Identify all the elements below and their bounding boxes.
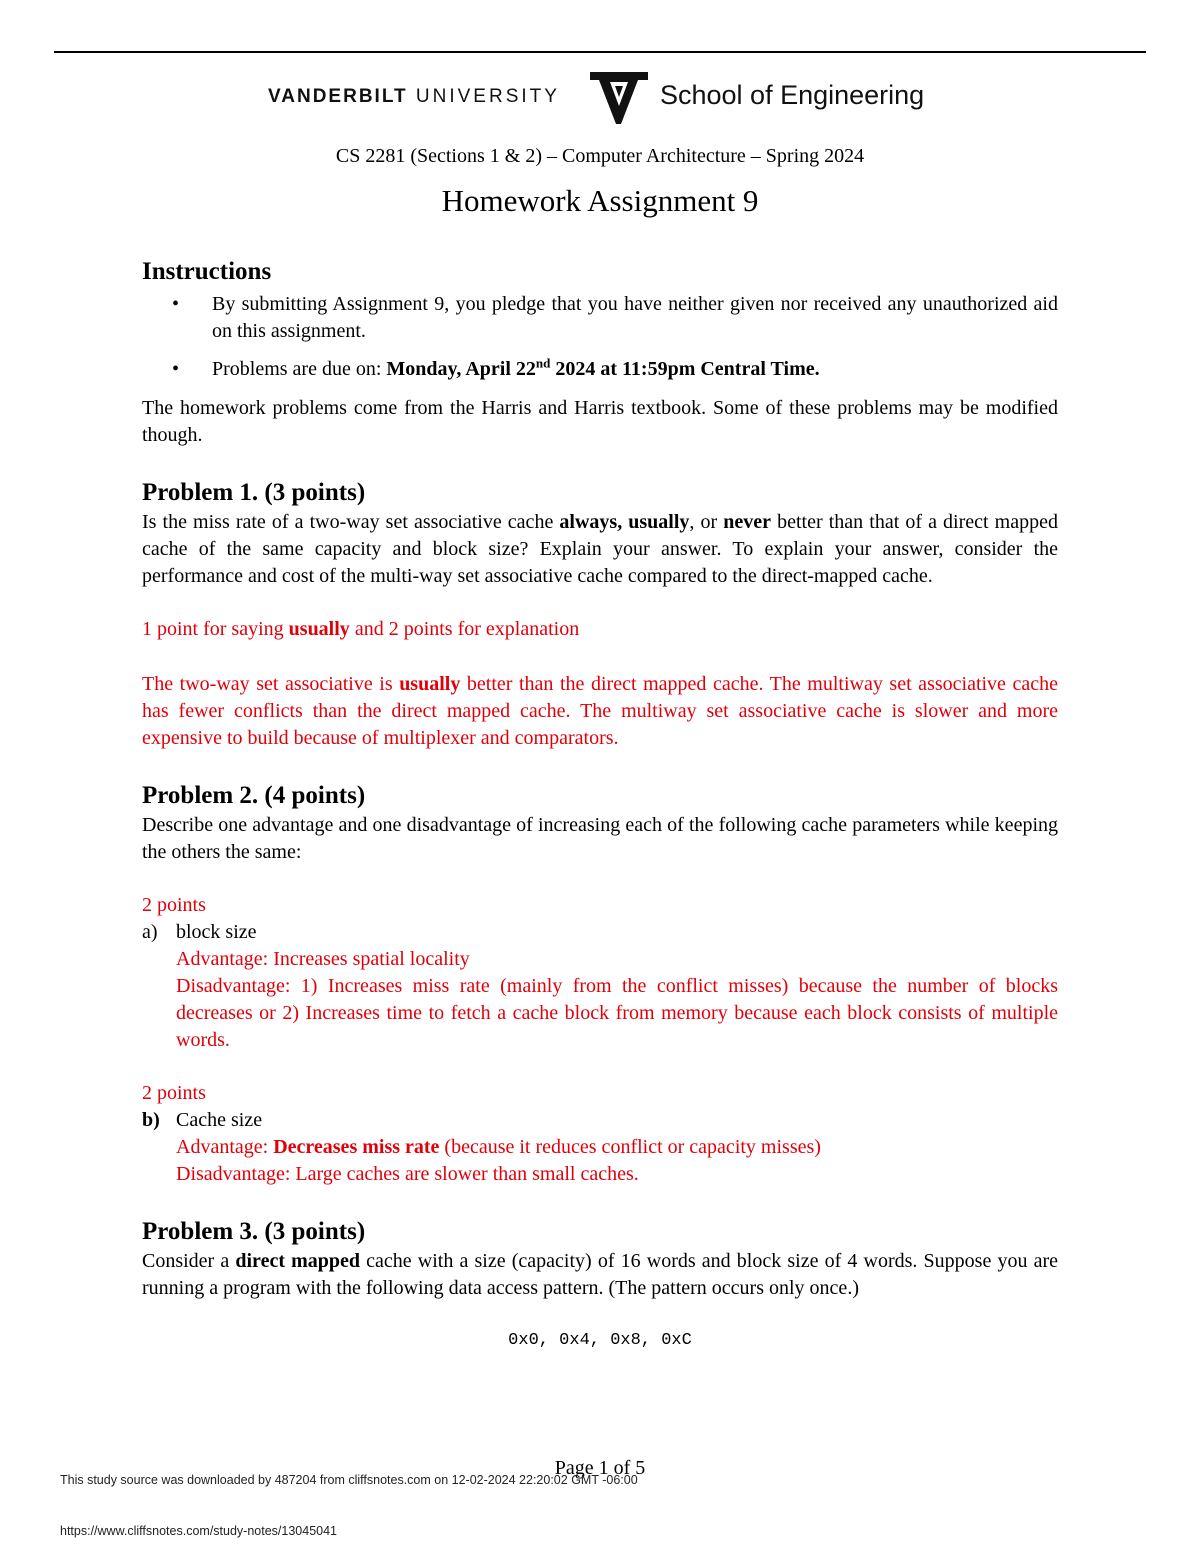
course-line: CS 2281 (Sections 1 & 2) – Computer Architecture – Spring 2024 [335, 145, 865, 167]
problem2b-item: b) Cache size Advantage: Decreases miss rate (because it reduces conflict or capacity misses) Disadvantage: Large caches are slower than small caches. [142, 1107, 1058, 1188]
instructions-list [142, 291, 1058, 383]
problem1-question: Is the miss rate of a two-way set associative cache always, usually, or never better than that of a direct mapped cache of the same capacity and block size? Explain your answer. To explain your answer, consider the performance and cost of the multi-way set associative cache compared to the direct-mapped cache. [142, 511, 1058, 587]
problem3-question: Consider a direct mapped cache with a size (capacity) of 16 words and block size of 4 words. Suppose you are running a program with the following data access pattern. (The pattern occurs only once.) [142, 1250, 1059, 1299]
intro-paragraph: The homework problems come from the Harris and Harris textbook. Some of these problems may be modified though. [142, 397, 1058, 446]
problem2b-advantage: Advantage: Decreases miss rate (because it reduces conflict or capacity misses) [176, 1136, 821, 1158]
document-body [142, 256, 1058, 1354]
access-pattern: 0x0, 0x4, 0x8, 0xC [508, 1331, 692, 1350]
instruction-item: • Problems are due on: Monday, April 22nd 2024 at 11:59pm Central Time. [142, 356, 1058, 383]
university-wordmark: VANDERBILT UNIVERSITY [268, 86, 560, 107]
problem1-heading: Problem 1. (3 points) [142, 479, 366, 506]
instructions-heading: Instructions [142, 258, 272, 285]
vanderbilt-v-logo-icon [588, 70, 650, 126]
page-number: Page 1 of 5 [554, 1457, 646, 1479]
school-name: School of Engineering [660, 80, 925, 110]
instruction-item: • By submitting Assignment 9, you pledge that you have neither given nor received any unauthorized aid on this assignment. [142, 291, 1058, 345]
problem2a-advantage: Advantage: Increases spatial locality [176, 948, 470, 970]
page-title: Homework Assignment 9 [441, 183, 759, 218]
problem2b-points: 2 points [142, 1082, 206, 1104]
problem2b-disadvantage: Disadvantage: Large caches are slower than small caches. [176, 1163, 639, 1185]
problem1-scoring: 1 point for saying usually and 2 points for explanation [142, 618, 580, 640]
download-notice: This study source was downloaded by 487204 from cliffsnotes.com on 12-02-2024 22:20:02 GMT -06:00 [60, 1473, 638, 1487]
problem2-question: Describe one advantage and one disadvantage of increasing each of the following cache parameters while keeping the others the same: [142, 814, 1058, 863]
problem2-heading: Problem 2. (4 points) [142, 782, 366, 809]
problem3-heading: Problem 3. (3 points) [142, 1218, 366, 1245]
problem2a-item: a) block size Advantage: Increases spatial locality Disadvantage: 1) Increases miss rate (mainly from the conflict misses) because the number of blocks decreases or 2) Increases time to fetch a cache block from memory because each block consists of multiple words. [142, 919, 1058, 1054]
top-rule [54, 51, 1146, 53]
letterhead [0, 70, 1200, 130]
problem1-answer: The two-way set associative is usually better than the direct mapped cache. The multiway set associative cache has fewer conflicts than the direct mapped cache. The multiway set associative cache is slower and more expensive to build because of multiplexer and comparators. [142, 673, 1058, 749]
problem2a-points: 2 points [142, 894, 206, 916]
problem2a-disadvantage: Disadvantage: 1) Increases miss rate (mainly from the conflict misses) because the number of blocks decreases or 2) Increases time to fetch a cache block from memory because each block consists of multiple words. [176, 975, 1058, 1051]
source-url[interactable]: https://www.cliffsnotes.com/study-notes/13045041 [60, 1524, 338, 1538]
